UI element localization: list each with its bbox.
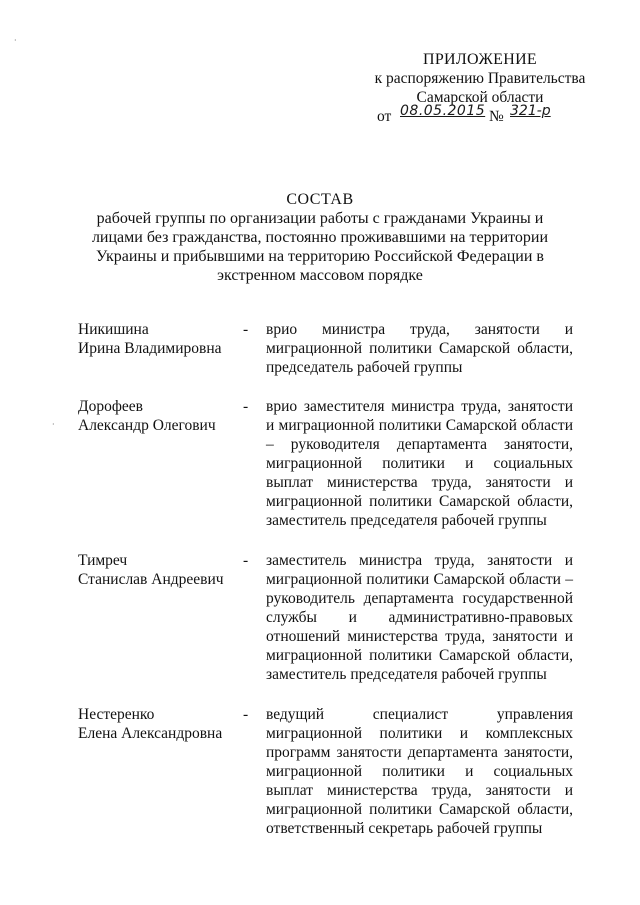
member-dash: - [243, 321, 249, 338]
scan-dot: · [14, 36, 17, 45]
appendix-dateline [330, 103, 630, 131]
member-given-name: Станислав Андреевич [78, 571, 224, 588]
member-row [78, 397, 573, 530]
member-surname: Тимреч [78, 552, 128, 569]
member-name [78, 705, 243, 743]
member-role: заместитель министра труда, занятости и миграционной политики Самарской области – руководитель департамента государственной службы и административно-правовых отношений министерства труда, занятости и миграционной политики Самарской области, заместитель председателя рабочей группы [266, 552, 573, 683]
document-heading [70, 190, 570, 285]
member-role: врио заместителя министра труда, занятости и миграционной политики Самарской области – руководителя департамента занятости, миграционной политики и социальных выплат министерства труда, занятости и миграционной политики Самарской области, заместитель председателя рабочей группы [266, 398, 573, 529]
member-given-name: Елена Александровна [78, 725, 223, 742]
member-row [78, 320, 573, 377]
member-name [78, 551, 243, 589]
member-dash: - [243, 398, 249, 415]
member-surname: Дорофеев [78, 398, 143, 415]
member-role: ведущий специалист управления миграционной политики и комплексных программ занятости департамента занятости, миграционной политики и социальных выплат министерства труда, занятости и миграционной политики Самарской области, ответственный секретарь рабочей группы [266, 706, 573, 837]
appendix-line-1: к распоряжению Правительства [374, 70, 586, 87]
member-name [78, 320, 243, 358]
member-surname: Никишина [78, 321, 149, 338]
member-given-name: Ирина Владимировна [78, 340, 222, 357]
member-row [78, 705, 573, 838]
handwritten-number: 321-р [510, 103, 551, 119]
heading-title: СОСТАВ [286, 191, 354, 208]
scan-dot: · [52, 420, 55, 429]
members-list [78, 320, 573, 838]
member-role: врио министра труда, занятости и миграционной политики Самарской области, председатель рабочей группы [266, 321, 573, 376]
member-row [78, 551, 573, 684]
date-prefix: от [377, 108, 392, 125]
member-name [78, 397, 243, 435]
appendix-title: ПРИЛОЖЕНИЕ [422, 51, 537, 68]
appendix-line-2: Самарской области [416, 89, 544, 106]
member-dash: - [243, 552, 249, 569]
member-dash: - [243, 706, 249, 723]
number-label: № [489, 108, 504, 125]
member-surname: Нестеренко [78, 706, 155, 723]
heading-subtitle: рабочей группы по организации работы с гражданами Украины и лицами без гражданства, постоянно проживавшими на территории Украины и прибывшими на территорию Российской Федерации в экстренном массовом порядке [91, 210, 549, 284]
appendix-block [330, 50, 630, 131]
member-given-name: Александр Олегович [78, 417, 216, 434]
handwritten-date: 08.05.2015 [400, 103, 486, 119]
